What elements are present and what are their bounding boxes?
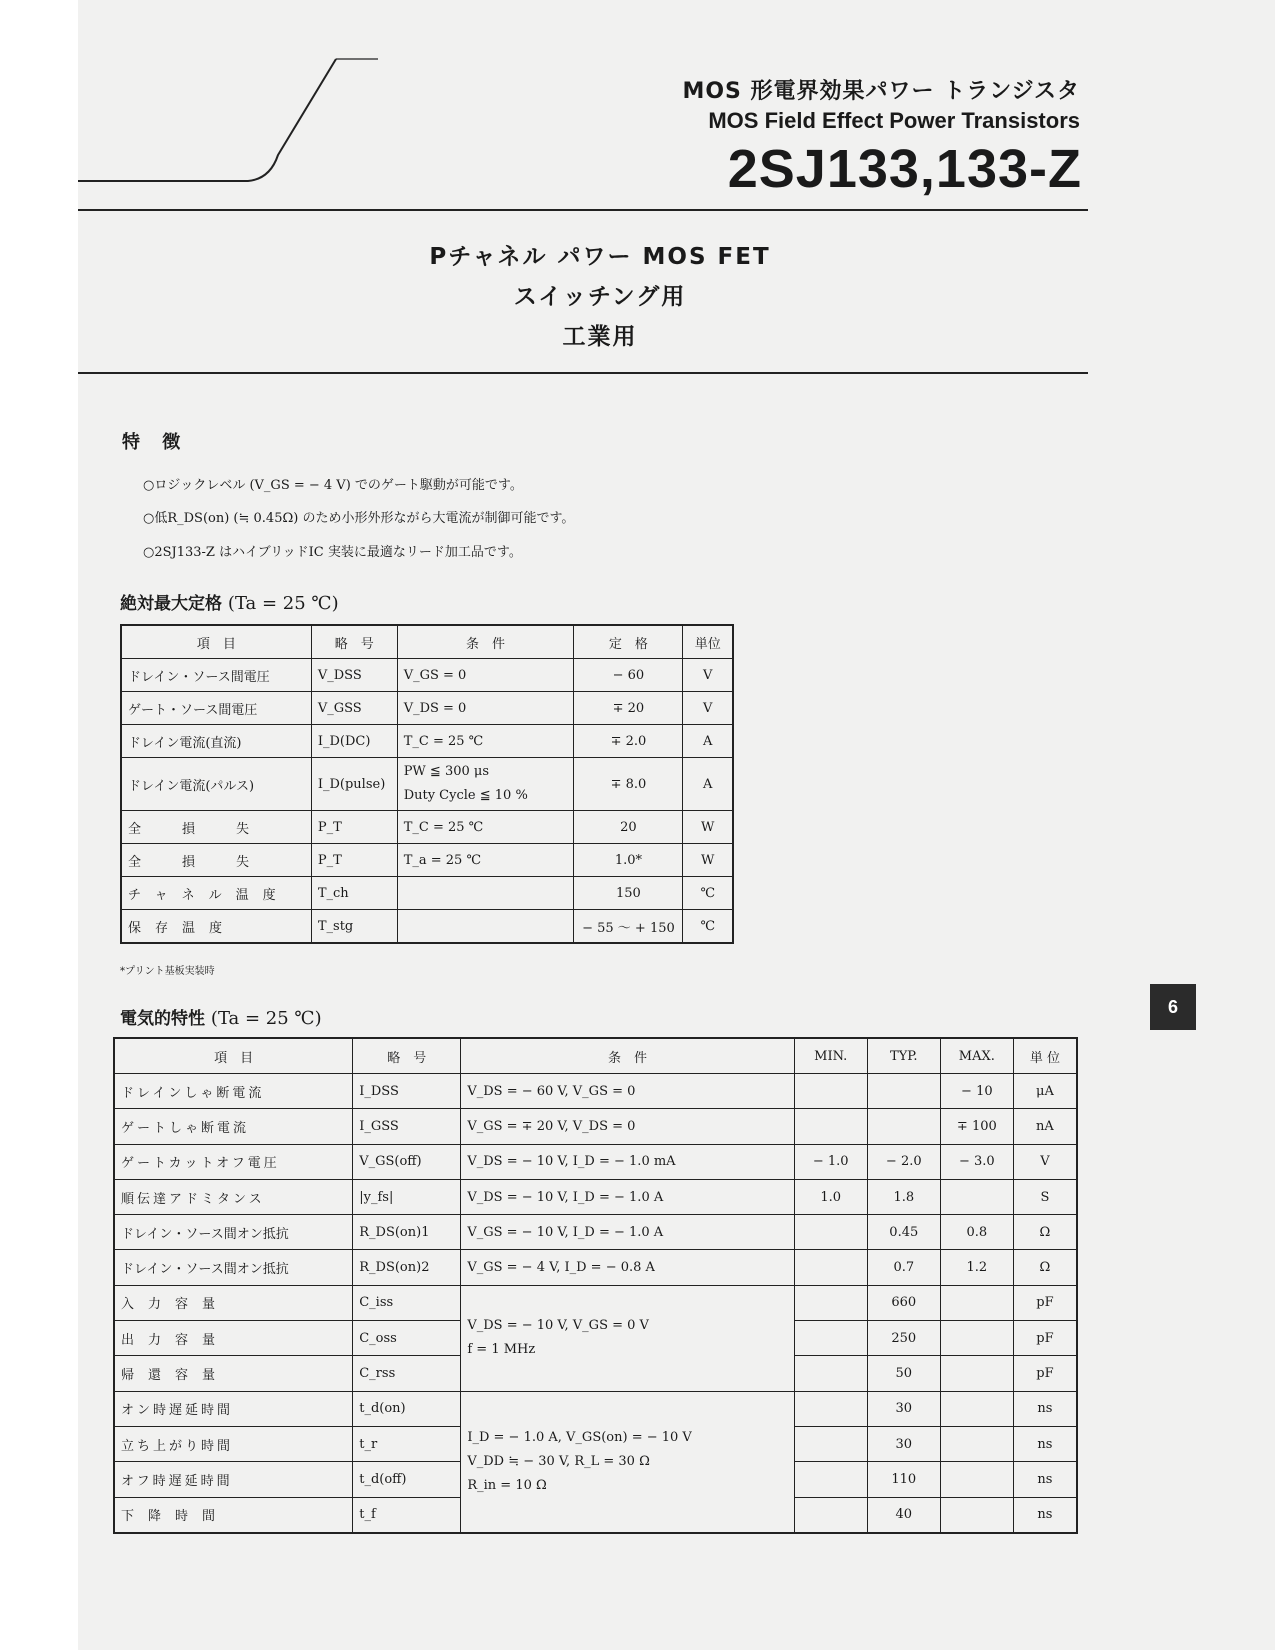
- table-row: [114, 1215, 1077, 1250]
- cell-min: [794, 1109, 867, 1144]
- cell-min: 1.0: [794, 1179, 867, 1214]
- cell-item: 全 損 失: [121, 811, 311, 844]
- cell-max: [940, 1497, 1013, 1533]
- cell-unit: ns: [1013, 1426, 1077, 1461]
- cell-item: ゲート・ソース間電圧: [121, 692, 311, 725]
- table-row: [114, 1144, 1077, 1179]
- electrical-condition: (Ta = 25 ℃): [210, 1008, 322, 1029]
- cell-rating: ∓ 8.0: [574, 758, 683, 811]
- subtitle-rule: [78, 372, 1088, 374]
- cell-condition: V_DS = − 10 V, I_D = − 1.0 A: [461, 1179, 794, 1214]
- feature-item: ○ロジックレベル (V_GS = − 4 V) でのゲート駆動が可能です。: [143, 478, 523, 493]
- cell-item: ドレイン電流(直流): [121, 725, 311, 758]
- cell-condition: T_a = 25 ℃: [397, 844, 574, 877]
- abs-max-condition: (Ta = 25 ℃): [227, 593, 339, 614]
- col-header: MAX.: [940, 1038, 1013, 1074]
- table-row: [121, 844, 733, 877]
- col-header: 略 号: [353, 1038, 461, 1074]
- scan-margin: [0, 0, 78, 1650]
- cell-unit: pF: [1013, 1285, 1077, 1320]
- subtitle-grade: 工業用: [562, 324, 638, 350]
- cell-symbol: t_d(off): [353, 1462, 461, 1497]
- cell-item: チャネル温度: [121, 877, 311, 910]
- cell-unit: V: [683, 659, 733, 692]
- cell-unit: nA: [1013, 1109, 1077, 1144]
- condition-line: I_D = − 1.0 A, V_GS(on) = − 10 V: [467, 1429, 692, 1445]
- cell-max: 1.2: [940, 1250, 1013, 1285]
- cell-typ: 250: [867, 1321, 940, 1356]
- cell-item: 入力容量: [114, 1285, 353, 1320]
- table-row: [121, 758, 733, 811]
- condition-line: V_DD ≒ − 30 V, R_L = 30 Ω: [467, 1453, 650, 1469]
- cell-typ: 1.8: [867, 1179, 940, 1214]
- cell-typ: − 2.0: [867, 1144, 940, 1179]
- cell-item: ドレイン・ソース間オン抵抗: [114, 1250, 353, 1285]
- cell-unit: ℃: [683, 877, 733, 910]
- cell-symbol: T_ch: [311, 877, 397, 910]
- cell-max: [940, 1426, 1013, 1461]
- cell-min: [794, 1426, 867, 1461]
- title-japanese: MOS 形電界効果パワー トランジスタ: [682, 79, 1080, 104]
- cell-symbol: P_T: [311, 811, 397, 844]
- cell-item: オン時遅延時間: [114, 1391, 353, 1426]
- condition-line: f = 1 MHz: [467, 1342, 536, 1358]
- section-tab: 6: [1150, 984, 1196, 1030]
- cell-min: [794, 1497, 867, 1533]
- cell-unit: ℃: [683, 910, 733, 944]
- cell-item: 立ち上がり時間: [114, 1426, 353, 1461]
- cell-item: 出力容量: [114, 1321, 353, 1356]
- cell-unit: ns: [1013, 1462, 1077, 1497]
- cell-condition: V_GS = 0: [397, 659, 574, 692]
- cell-item: 順伝達アドミタンス: [114, 1179, 353, 1214]
- feature-item: ○低R_DS(on) (≒ 0.45Ω) のため小形外形ながら大電流が制御可能です。: [143, 511, 575, 526]
- cell-min: [794, 1391, 867, 1426]
- cell-max: [940, 1462, 1013, 1497]
- cell-typ: [867, 1074, 940, 1109]
- table-row: [121, 725, 733, 758]
- cell-symbol: C_iss: [353, 1285, 461, 1320]
- cell-unit: ns: [1013, 1391, 1077, 1426]
- cell-condition: V_GS = ∓ 20 V, V_DS = 0: [461, 1109, 794, 1144]
- cell-item: ドレインしゃ断電流: [114, 1074, 353, 1109]
- cell-unit: A: [683, 758, 733, 811]
- col-header: 条 件: [461, 1038, 794, 1074]
- condition-line: V_DS = − 10 V, V_GS = 0 V: [467, 1318, 649, 1334]
- cell-unit: A: [683, 725, 733, 758]
- subtitle-device-type: Pチャネル パワー MOS FET: [429, 244, 771, 270]
- cell-max: [940, 1179, 1013, 1214]
- cell-item: ドレイン・ソース間オン抵抗: [114, 1215, 353, 1250]
- col-header: 項 目: [114, 1038, 353, 1074]
- cell-symbol: T_stg: [311, 910, 397, 944]
- condition-line: R_in = 10 Ω: [467, 1477, 547, 1493]
- cell-min: [794, 1215, 867, 1250]
- table-header-row: [114, 1038, 1077, 1074]
- cell-item: ドレイン電流(パルス): [121, 758, 311, 811]
- table-row: [121, 692, 733, 725]
- header-rule: [78, 209, 1088, 211]
- cell-unit: S: [1013, 1179, 1077, 1214]
- cell-max: ∓ 100: [940, 1109, 1013, 1144]
- abs-max-footnote: *プリント基板実装時: [120, 966, 215, 977]
- table-row: [114, 1074, 1077, 1109]
- abs-max-heading: [120, 589, 339, 614]
- table-row: [121, 910, 733, 944]
- abs-max-table: [120, 624, 734, 944]
- cell-symbol: I_D(DC): [311, 725, 397, 758]
- cell-condition: T_C = 25 ℃: [397, 725, 574, 758]
- abs-max-title: 絶対最大定格: [120, 594, 222, 614]
- cell-item: ゲートカットオフ電圧: [114, 1144, 353, 1179]
- cell-rating: ∓ 20: [574, 692, 683, 725]
- cell-item: オフ時遅延時間: [114, 1462, 353, 1497]
- col-header: TYP.: [867, 1038, 940, 1074]
- cell-item: 全 損 失: [121, 844, 311, 877]
- cell-max: [940, 1285, 1013, 1320]
- cell-condition: V_DS = 0: [397, 692, 574, 725]
- col-header: 略 号: [311, 625, 397, 659]
- cell-symbol: t_d(on): [353, 1391, 461, 1426]
- cell-typ: 50: [867, 1356, 940, 1391]
- cell-min: [794, 1356, 867, 1391]
- cell-symbol: I_DSS: [353, 1074, 461, 1109]
- cell-condition: V_GS = − 10 V, I_D = − 1.0 A: [461, 1215, 794, 1250]
- table-row: [114, 1109, 1077, 1144]
- table-row: [114, 1391, 1077, 1426]
- table-row: [121, 659, 733, 692]
- cell-min: [794, 1321, 867, 1356]
- cell-typ: 30: [867, 1426, 940, 1461]
- cell-max: [940, 1321, 1013, 1356]
- cell-symbol: C_rss: [353, 1356, 461, 1391]
- cell-max: − 3.0: [940, 1144, 1013, 1179]
- cell-min: [794, 1285, 867, 1320]
- cell-typ: 30: [867, 1391, 940, 1426]
- cell-symbol: V_GSS: [311, 692, 397, 725]
- cell-rating: ∓ 2.0: [574, 725, 683, 758]
- cell-typ: 110: [867, 1462, 940, 1497]
- cell-unit: V: [683, 692, 733, 725]
- table-header-row: [121, 625, 733, 659]
- subtitle-application: スイッチング用: [513, 284, 687, 310]
- cell-typ: 0.7: [867, 1250, 940, 1285]
- cell-symbol: t_r: [353, 1426, 461, 1461]
- col-header: 単位: [683, 625, 733, 659]
- cell-item: 下降時間: [114, 1497, 353, 1533]
- cell-condition: [397, 877, 574, 910]
- cell-condition: V_DS = − 60 V, V_GS = 0: [461, 1074, 794, 1109]
- cell-symbol: C_oss: [353, 1321, 461, 1356]
- title-english: MOS Field Effect Power Transistors: [708, 108, 1080, 133]
- electrical-title: 電気的特性: [120, 1009, 205, 1029]
- cell-unit: V: [1013, 1144, 1077, 1179]
- cell-min: [794, 1250, 867, 1285]
- cell-symbol: V_DSS: [311, 659, 397, 692]
- cell-rating: 20: [574, 811, 683, 844]
- table-row: [114, 1250, 1077, 1285]
- electrical-heading: [120, 1004, 322, 1029]
- table-row: [114, 1179, 1077, 1214]
- cell-unit: Ω: [1013, 1250, 1077, 1285]
- col-header: 条 件: [397, 625, 574, 659]
- cell-condition: [397, 910, 574, 944]
- cell-unit: Ω: [1013, 1215, 1077, 1250]
- cell-min: [794, 1074, 867, 1109]
- col-header: MIN.: [794, 1038, 867, 1074]
- cell-symbol: |y_fs|: [353, 1179, 461, 1214]
- cell-max: 0.8: [940, 1215, 1013, 1250]
- cell-condition: T_C = 25 ℃: [397, 811, 574, 844]
- cell-symbol: R_DS(on)2: [353, 1250, 461, 1285]
- features-heading: 特 徴: [122, 432, 189, 453]
- cell-typ: 0.45: [867, 1215, 940, 1250]
- cell-unit: W: [683, 844, 733, 877]
- cell-typ: [867, 1109, 940, 1144]
- cell-symbol: P_T: [311, 844, 397, 877]
- cell-symbol: I_GSS: [353, 1109, 461, 1144]
- cell-item: 保存温度: [121, 910, 311, 944]
- cell-max: [940, 1356, 1013, 1391]
- table-row: [121, 811, 733, 844]
- cell-min: − 1.0: [794, 1144, 867, 1179]
- col-header: 定 格: [574, 625, 683, 659]
- header-decoration: [78, 55, 378, 185]
- cell-condition: [397, 758, 574, 811]
- cell-item: ゲートしゃ断電流: [114, 1109, 353, 1144]
- condition-line: Duty Cycle ≦ 10 %: [403, 788, 528, 803]
- cell-max: [940, 1391, 1013, 1426]
- cell-rating: 150: [574, 877, 683, 910]
- cell-unit: ns: [1013, 1497, 1077, 1533]
- cell-symbol: I_D(pulse): [311, 758, 397, 811]
- electrical-table: [113, 1037, 1078, 1534]
- part-number: 2SJ133,133-Z: [727, 139, 1082, 199]
- cell-symbol: t_f: [353, 1497, 461, 1533]
- col-header: 項 目: [121, 625, 311, 659]
- cell-unit: μA: [1013, 1074, 1077, 1109]
- cell-condition: [461, 1391, 794, 1533]
- cell-min: [794, 1462, 867, 1497]
- cell-condition: V_DS = − 10 V, I_D = − 1.0 mA: [461, 1144, 794, 1179]
- col-header: 単 位: [1013, 1038, 1077, 1074]
- cell-rating: 1.0*: [574, 844, 683, 877]
- cell-max: − 10: [940, 1074, 1013, 1109]
- cell-condition: V_GS = − 4 V, I_D = − 0.8 A: [461, 1250, 794, 1285]
- cell-symbol: R_DS(on)1: [353, 1215, 461, 1250]
- cell-typ: 660: [867, 1285, 940, 1320]
- cell-item: 帰還容量: [114, 1356, 353, 1391]
- feature-item: ○2SJ133-Z はハイブリッドIC 実装に最適なリード加工品です。: [143, 545, 522, 560]
- cell-typ: 40: [867, 1497, 940, 1533]
- cell-condition: [461, 1285, 794, 1391]
- cell-rating: − 60: [574, 659, 683, 692]
- cell-unit: W: [683, 811, 733, 844]
- cell-symbol: V_GS(off): [353, 1144, 461, 1179]
- table-row: [114, 1285, 1077, 1320]
- cell-item: ドレイン・ソース間電圧: [121, 659, 311, 692]
- table-row: [121, 877, 733, 910]
- condition-line: PW ≦ 300 μs: [403, 764, 490, 779]
- cell-unit: pF: [1013, 1321, 1077, 1356]
- cell-unit: pF: [1013, 1356, 1077, 1391]
- cell-rating: − 55 〜 + 150: [574, 910, 683, 944]
